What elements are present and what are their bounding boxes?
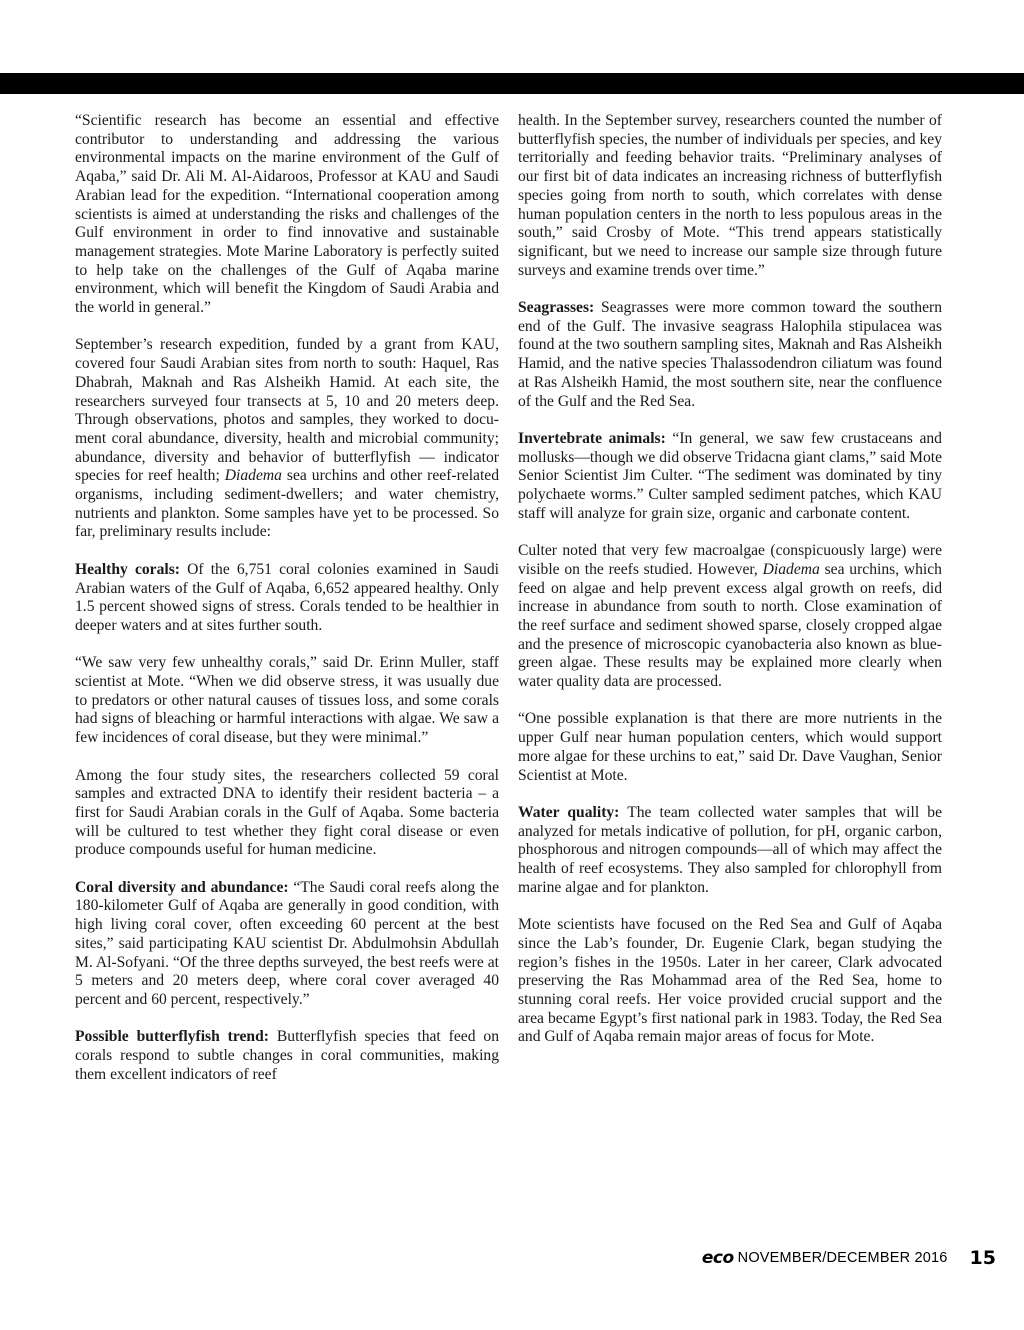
paragraph-quote-aidaroos: “Scientific research has become an essential and effective contributor to understanding and addressing the various environmental impacts on the marine environment of the Gulf of Aqaba,” said Dr. Ali M. Al-Aidaroos, Professor at KAU and Saudi Arabian lead for the expedition. “International cooperation among scientists is aimed at understanding the risks and challenges of the Gulf environment in order to find innovative and sustainable management strategies. Mote Marine Laboratory is perfectly suited to help take on the challenges of the Gulf of Aqaba marine environment, which will benefit the Kingdom of Saudi Arabia and the world in general.”	[75, 112, 499, 317]
heading-water-quality: Water quality:	[518, 803, 620, 821]
header-bar	[0, 73, 1024, 94]
eco-logo: eco	[701, 1248, 734, 1268]
paragraph-seagrasses: Seagrasses: Seagrasses were more common toward the southern end of the Gulf. The invasive seagrass Halophila stipulacea was found at the two southern sampling sites, Maknah and Ras Alsheikh Hamid, and the native species Thalassodendron ciliatum was found at Ras Alsheikh Hamid, the most southern site, near the confluence of the Gulf and the Red Sea.	[518, 299, 943, 410]
paragraph-coral-samples: Among the four study sites, the researchers collected 59 coral samples and extracted DNA to identify their resident bacteria – a first for Saudi Arabian corals in the Gulf of Aqaba. Some bacteria will be cultured to test whether they fight coral disease or even produce compounds useful for human medicine.	[75, 766, 499, 859]
paragraph-butterflyfish: Possible butterflyfish trend: Butterflyfish species that feed on corals respond to subtle changes in coral communities, making them excellent indicators of reef	[75, 1028, 499, 1083]
paragraph-quote-muller: “We saw very few unhealthy corals,” said Dr. Erinn Muller, staff scientist at Mote. “When we did observe stress, it was usually due to predators or other natural causes of tissues loss, and some corals had signs of bleaching or harmful interactions with algae. We saw a few incidences of coral disease, but they were minimal.”	[75, 654, 499, 747]
paragraph-water-quality: Water quality: The team collected water samples that will be analyzed for metals indicative of pollution, for pH, organic carbon, phosphorous and nitrogen compounds—all of which may affect the health of reef ecosystems. They also sampled for chlorophyll from marine algae and for plankton.	[518, 803, 942, 896]
paragraph-macroalgae: Culter noted that very few macroalgae (conspicuously large) were visible on the reefs studied. However, Diadema sea urchins, which feed on algae and help prevent excess algal growth on reefs, did increase in abundance from south to north. Close examination of the reef surface and sediment showed sparse, closely cropped algae and the presence of microscopic cyanobacteria also known as blue-green algae. These results may be explained more clearly when water quality data are processed.	[518, 542, 942, 691]
paragraph-mote-history: Mote scientists have focused on the Red Sea and Gulf of Aqaba since the Lab’s founder, Dr. Eugenie Clark, began studying the region’s fishes in the 1950s. Later in her career, Clark advocated preserving the Ras Mohammad area of the Red Sea, home to stunning coral reefs. Her voice provided crucial support and the area became Egypt’s first national park in 1983. Today, the Red Sea and Gulf of Aqaba remain major areas of focus for Mote.	[518, 916, 942, 1046]
heading-healthy-corals: Healthy corals:	[75, 560, 180, 578]
heading-invertebrates: Invertebrate animals:	[518, 429, 666, 447]
italic-diadema: Diadema	[762, 560, 820, 578]
page-footer	[702, 1246, 996, 1270]
left-column	[75, 112, 499, 1084]
paragraph-expedition: September’s research expedition, funded by a grant from KAU, covered four Saudi Arabian sites from north to south: Haquel, Ras Dhabrah, Maknah and Ras Alsheikh Hamid. At each site, the researchers surveyed four transects at 5, 10 and 20 meters deep. Through observations, photos and samples, they worked to document coral abundance, diversity, health and microbial community; abundance, diversity and behavior of butterflyfish — indicator species for reef health; Diadema sea urchins and other reef-related organisms, including sediment-dwellers; and water chemistry, nutrients and plankton. Some samples have yet to be processed. So far, preliminary results include:	[75, 336, 499, 541]
paragraph-healthy-corals: Healthy corals: Of the 6,751 coral colonies examined in Saudi Arabian waters of the Gulf of Aqaba, 6,652 appeared healthy. Only 1.5 percent showed signs of stress. Corals tended to be healthier in deeper waters and at sites further south.	[75, 560, 499, 634]
issue-date: NOVEMBER/DECEMBER 2016	[737, 1250, 948, 1266]
paragraph-coral-diversity: Coral diversity and abundance: “The Saudi coral reefs along the 180-kilometer Gulf of Aqaba are generally in good condition, with high living coral cover, often exceeding 60 percent at the best sites,” said participating KAU scientist Dr. Abdulmohsin Abdullah M. Al-Sofyani. “Of the three depths surveyed, the best reefs were at 5 meters and 20 meters deep, where coral cover averaged 40 percent and 60 percent, respectively.”	[75, 878, 499, 1008]
right-column	[518, 112, 942, 1047]
paragraph-invertebrates: Invertebrate animals: “In general, we saw few crustaceans and mollusks—though we did observe Tridacna giant clams,” said Mote Senior Scientist Jim Culter. “The sediment was dominated by tiny polychaete worms.” Culter sampled sediment patches, which KAU staff will analyze for grain size, organic and carbonate content.	[518, 429, 943, 522]
heading-butterflyfish: Possible butterflyfish trend:	[75, 1028, 269, 1046]
italic-diadema: Diadema	[224, 467, 282, 485]
paragraph-butterflyfish-cont: health. In the September survey, researchers counted the number of butterflyfish species, the number of individuals per species, and key territorially and feeding behavior traits. “Preliminary analyses of our first bit of data indicates an increasing richness of butterflyfish species going from north to south, which correlates with dense human population centers in the north to less populous areas in the south,” said Crosby of Mote. “This trend appears statistically significant, but we need to increase our sample size through future surveys and examine trends over time.”	[518, 112, 942, 279]
page-number: 15	[969, 1247, 996, 1269]
heading-seagrasses: Seagrasses:	[518, 299, 595, 317]
heading-coral-diversity: Coral diversity and abundance:	[75, 878, 289, 896]
paragraph-quote-vaughan: “One possible explanation is that there are more nutrients in the upper Gulf near human population centers, which would support more algae for these urchins to eat,” said Dr. Dave Vaughan, Senior Scientist at Mote.	[518, 710, 942, 784]
